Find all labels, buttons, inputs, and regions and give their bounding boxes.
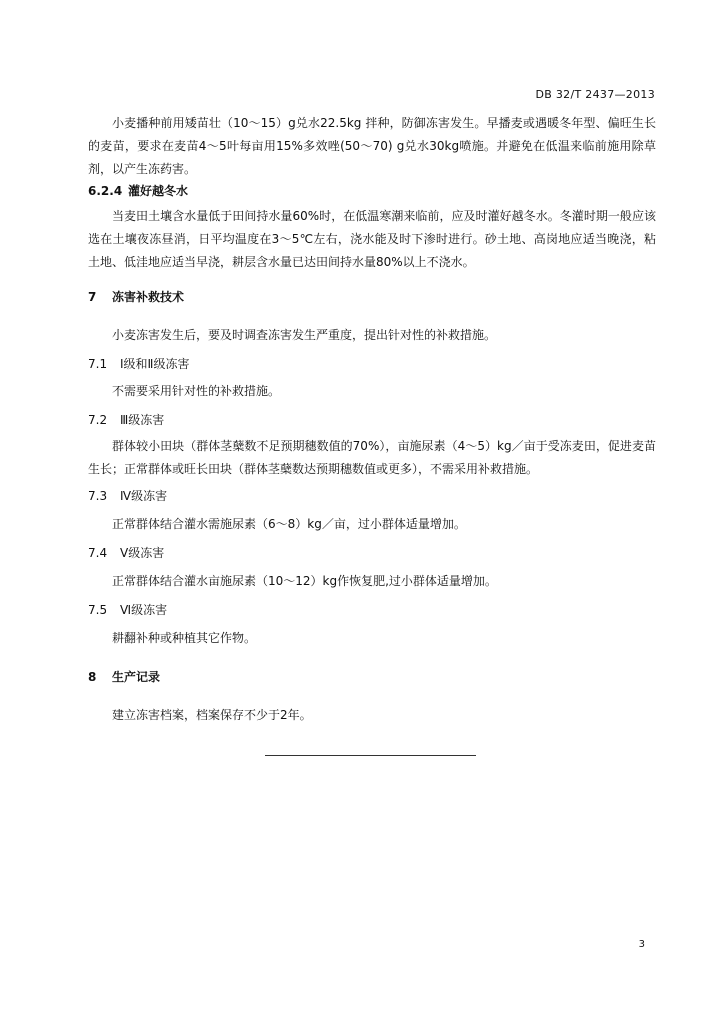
paragraph-records: 建立冻害档案，档案保存不少于2年。	[112, 708, 312, 722]
heading-title: 生产记录	[112, 670, 161, 684]
paragraph-remedy-intro: 小麦冻害发生后，要及时调查冻害发生严重度，提出针对性的补救措施。	[112, 328, 497, 342]
heading-8	[88, 669, 160, 685]
heading-7-5	[88, 602, 167, 618]
end-rule	[265, 755, 476, 756]
heading-title: Ⅰ级和Ⅱ级冻害	[120, 357, 190, 371]
paragraph-winter-irrigation: 当麦田土壤含水量低于田间持水量60%时，在低温寒潮来临前，应及时灌好越冬水。冬灌时期一般应该选在土壤夜冻昼消，日平均温度在3～5℃左右，浇水能及时下渗时进行。砂土地、高岗地应适当晚浇，粘土地、低洼地应适当早浇，耕层含水量已达田间持水量80%以上不浇水。	[88, 209, 656, 269]
heading-number: 7.3	[88, 489, 108, 503]
heading-number: 7.1	[88, 357, 108, 371]
heading-7-3	[88, 488, 167, 504]
heading-title: 灌好越冬水	[128, 184, 189, 198]
heading-7-2	[88, 412, 164, 428]
heading-7-1	[88, 356, 189, 372]
heading-7	[88, 289, 184, 305]
paragraph-level-6: 耕翻补种或种植其它作物。	[112, 631, 257, 645]
heading-number: 7	[88, 290, 97, 304]
heading-title: Ⅵ级冻害	[120, 603, 168, 617]
heading-number: 8	[88, 670, 97, 684]
paragraph-seed-treatment: 小麦播种前用矮苗壮（10～15）g兑水22.5kg 拌种，防御冻害发生。早播麦或遇暖冬年型、偏旺生长的麦苗，要求在麦苗4～5叶每亩用15%多效唑(50～70) g兑水30kg喷施。并避免在低温来临前施用除草剂，以产生冻药害。	[88, 116, 656, 176]
heading-title: Ⅲ级冻害	[120, 413, 165, 427]
heading-title: Ⅳ级冻害	[120, 489, 168, 503]
heading-title: Ⅴ级冻害	[120, 546, 165, 560]
paragraph-level-5: 正常群体结合灌水亩施尿素（10～12）kg作恢复肥,过小群体适量增加。	[112, 574, 497, 588]
heading-7-4	[88, 545, 164, 561]
heading-number: 7.5	[88, 603, 108, 617]
document-code: DB 32/T 2437—2013	[535, 88, 655, 101]
paragraph-level-1-2: 不需要采用针对性的补救措施。	[112, 384, 281, 398]
heading-title: 冻害补救技术	[112, 290, 185, 304]
heading-number: 7.2	[88, 413, 108, 427]
heading-number: 7.4	[88, 546, 108, 560]
paragraph-level-3: 群体较小田块（群体茎蘖数不足预期穗数值的70%），亩施尿素（4～5）kg／亩于受冻麦田，促进麦苗生长；正常群体或旺长田块（群体茎蘖数达预期穗数值或更多），不需采用补救措施。	[88, 439, 656, 476]
page-number: 3	[638, 939, 645, 950]
heading-6-2-4	[88, 183, 188, 199]
paragraph-level-4: 正常群体结合灌水需施尿素（6～8）kg／亩，过小群体适量增加。	[112, 517, 466, 531]
heading-number: 6.2.4	[88, 184, 123, 198]
